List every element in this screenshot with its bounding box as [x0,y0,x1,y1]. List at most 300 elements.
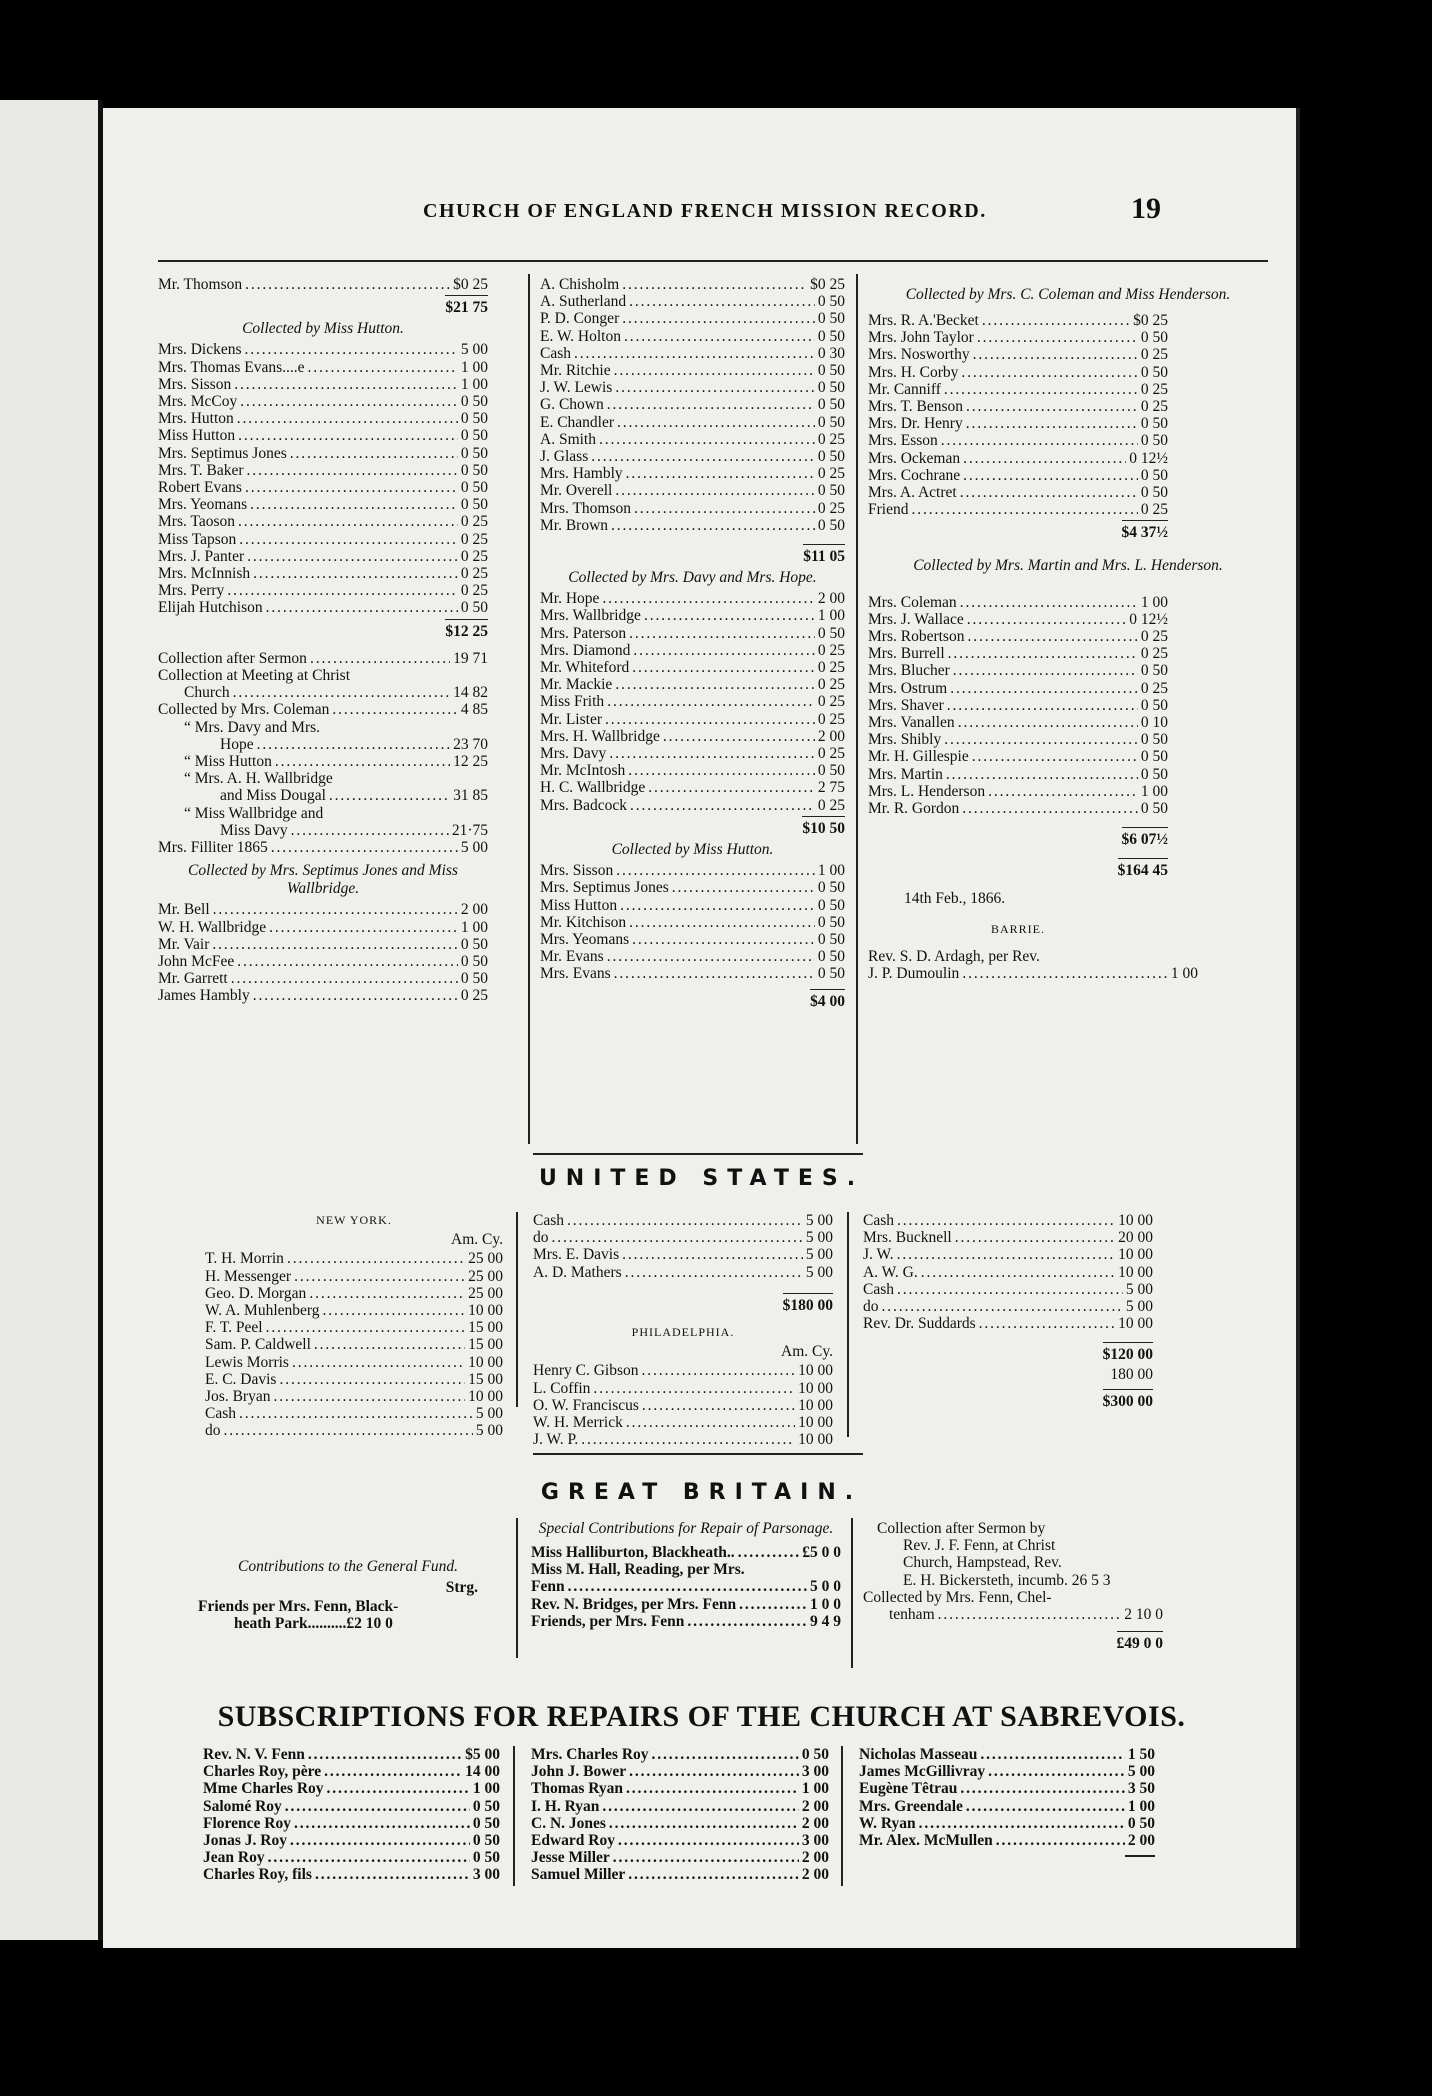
list-item [859,1746,1155,1763]
entry-amount: 5 0 0 [810,1578,841,1596]
entry-amount: 10 00 [798,1431,833,1449]
entry-amount: 0 25 [1140,679,1168,697]
entry-amount: 2 00 [817,727,845,745]
leader-dots [294,1268,465,1285]
leader-dots [240,393,458,410]
list-item [533,1229,833,1246]
entry-amount: 0 50 [1140,731,1168,749]
entry-name: P. D. Conger [540,310,620,328]
list-item [540,293,845,310]
entry-name: Mrs. Thomson [540,499,632,517]
entry-amount: 0 50 [817,310,845,328]
list-item [531,1780,829,1797]
list-item [540,965,845,982]
entry-amount: 0 50 [460,952,488,970]
list-item [868,415,1168,432]
leader-dots [323,1302,466,1319]
list-item [540,897,845,914]
leader-dots [266,1319,466,1336]
list-item [205,1405,503,1422]
list-item [205,1250,503,1267]
us-rule-2 [847,1212,849,1437]
list-item [868,965,1198,982]
entry-amount: 5 00 [1125,1298,1153,1316]
entry-name: J. W. Lewis [540,379,613,397]
entry-amount: 1 00 [460,358,488,376]
entry-amount: 15 00 [468,1370,503,1388]
gb-general-fund-heading: Contributions to the General Fund. [237,1558,458,1575]
entry-name: Mrs. Septimus Jones [158,444,287,462]
entry-amount: 10 00 [798,1362,833,1380]
list-item [158,667,488,684]
list-item [158,548,488,565]
entry-amount: 20 00 [1118,1229,1153,1247]
leader-dots [613,1849,799,1866]
list-item [863,1212,1153,1229]
leader-dots [327,1780,470,1797]
entry-amount: 0 50 [817,624,845,642]
entry-amount: 0 50 [460,427,488,445]
leader-dots [245,341,458,358]
leader-dots [961,364,1137,381]
list-item [531,1578,841,1595]
entry-name: Mr. Bell [158,901,210,919]
entry-amount: 0 50 [460,496,488,514]
list-item [540,414,845,431]
entry-amount: 5 00 [1125,1280,1153,1298]
entry-name: Samuel Miller [531,1866,626,1884]
entry-name: Mrs. Burrell [868,645,945,663]
entry-name: “ Mrs. A. H. Wallbridge [184,770,333,788]
entry-name: Mrs. Dickens [158,341,242,359]
us-right-total-2: 180 00 [1110,1365,1153,1383]
entry-amount: 0 12½ [1129,610,1168,628]
entry-name: Mr. Ritchie [540,362,611,380]
section-rule-2 [533,1453,863,1455]
leader-dots [247,462,458,479]
list-item [540,345,845,362]
list-item [859,1832,1155,1849]
entry-name: Mr. Alex. McMullen [859,1832,993,1850]
list-item [868,645,1168,662]
gb-left-line-2: heath Park..........£2 10 0 [234,1615,393,1633]
list-item [540,328,845,345]
entry-amount: 0 50 [1140,765,1168,783]
list-item [158,582,488,599]
list-item [540,797,845,814]
list-item [531,1596,841,1613]
entry-name: Miss Hutton [540,896,618,914]
leader-dots [607,396,815,413]
entry-amount: 5 00 [475,1405,503,1423]
entry-name: Mrs. Nosworthy [868,346,970,364]
us-right-total-3: $300 00 [863,1389,1153,1410]
list-item [868,312,1168,329]
col1-list-1 [158,276,488,293]
entry-name: Fenn [531,1578,565,1596]
list-item [540,931,845,948]
sab-rule-2 [841,1746,843,1886]
leader-dots [581,1431,795,1448]
entry-name: Miss M. Hall, Reading, per Mrs. [531,1561,745,1579]
entry-name: Eugène Têtrau [859,1780,958,1798]
leader-dots [634,500,815,517]
list-item [203,1832,500,1849]
leader-dots [620,897,815,914]
list-item [868,783,1168,800]
list-item [531,1832,829,1849]
entry-name: Mrs. Filliter 1865 [158,839,268,857]
list-item [540,728,845,745]
entry-name: Lewis Morris [205,1353,289,1371]
list-item [540,362,845,379]
entry-name: Mrs. L. Henderson [868,782,986,800]
ny-currency: Am. Cy. [451,1231,503,1249]
list-item [868,714,1168,731]
entry-amount: 10 00 [798,1396,833,1414]
leader-dots [615,482,815,499]
entry-amount: 9 4 9 [810,1612,841,1630]
list-item [158,736,488,753]
us-section-title: UNITED STATES. [538,1166,865,1191]
entry-name: J. W. [863,1246,894,1264]
entry-amount: 10 00 [798,1414,833,1432]
leader-dots [257,736,451,753]
entry-amount: 0 50 [817,362,845,380]
list-item [203,1866,500,1883]
leader-dots [973,346,1138,363]
leader-dots [614,965,815,982]
us-right-total-1: $120 00 [863,1342,1153,1363]
entry-name: Mr. H. Gillespie [868,748,969,766]
list-item [868,364,1168,381]
leader-dots [237,410,458,427]
entry-name: E. Chandler [540,413,615,431]
leader-dots [615,676,815,693]
entry-amount: 0 25 [817,693,845,711]
leader-dots [224,1422,473,1439]
col3-list-1 [868,312,1168,518]
sab-column-3 [859,1746,1155,1857]
leader-dots [290,445,458,462]
entry-amount: 1 0 0 [810,1595,841,1613]
entry-name: Mrs. Paterson [540,624,627,642]
entry-name: Mr. Thomson [158,276,243,293]
leader-dots [599,431,815,448]
leader-dots [629,293,815,310]
entry-name: Mrs. Vanallen [868,714,955,732]
barrie-heading: BARRIE. [990,921,1045,936]
gb-right-total: £49 0 0 [863,1631,1163,1652]
leader-dots [291,822,449,839]
entry-amount: 1 00 [1127,1797,1155,1815]
list-item [158,479,488,496]
entry-amount: 0 50 [817,482,845,500]
entry-name: Rev. Dr. Suddards [863,1315,976,1333]
list-item [868,800,1168,817]
leader-dots [233,684,450,701]
leader-dots [687,1613,807,1630]
entry-name: Mrs. Blucher [868,662,950,680]
entry-name: Mrs. T. Baker [158,461,244,479]
gb-column-2 [531,1520,841,1630]
entry-name: Mrs. Shibly [868,731,942,749]
col3-total-1: $4 37½ [868,520,1168,541]
entry-amount: 21·75 [451,821,488,839]
entry-amount: 2 00 [801,1797,829,1815]
entry-name: Mrs. Badcock [540,796,627,814]
entry-name: Elijah Hutchison [158,599,263,617]
list-item [868,948,1198,965]
list-item [540,914,845,931]
leader-dots [266,599,458,616]
entry-amount: 25 00 [468,1267,503,1285]
list-item [540,431,845,448]
list-item [158,787,488,804]
list-item [540,676,845,693]
col3-heading-1: Collected by Mrs. C. Coleman and Miss Henderson. [905,286,1231,303]
sab-rule-1 [513,1746,515,1886]
list-item [158,719,488,736]
entry-name: Jean Roy [203,1849,265,1867]
gb-right-line-5: Collected by Mrs. Fenn, Chel- [863,1588,1052,1606]
entry-amount: 0 25 [1140,398,1168,416]
entry-name: Miss Hutton [158,427,236,445]
col3-heading-2: Collected by Mrs. Martin and Mrs. L. Henderson. [913,556,1223,574]
col1-list-2 [158,341,488,616]
leader-dots [944,381,1138,398]
leader-dots [310,650,450,667]
entry-amount: 0 50 [817,293,845,311]
leader-dots [314,1336,465,1353]
entry-amount: 5 00 [1127,1763,1155,1781]
leader-dots [268,1849,470,1866]
entry-amount: 10 00 [1118,1263,1153,1281]
list-item [533,1264,833,1281]
list-item [540,590,845,607]
list-item [868,766,1168,783]
leader-dots [628,1866,799,1883]
list-item [868,432,1168,449]
entry-amount: 0 50 [460,599,488,617]
phil-currency: Am. Cy. [781,1343,833,1361]
leader-dots [593,1380,795,1397]
leader-dots [315,1866,470,1883]
entry-amount: 0 50 [472,1849,500,1867]
list-item [158,953,488,970]
entry-name: Mrs. Shaver [868,696,944,714]
list-item [540,693,845,710]
entry-name: Edward Roy [531,1832,615,1850]
entry-name: Charles Roy, fils [203,1866,312,1884]
entry-amount: 2 00 [460,901,488,919]
us-right-list [863,1212,1153,1332]
leader-dots [641,1362,795,1379]
gb-right-line-4: E. H. Bickersteth, incumb. 26 5 3 [903,1571,1111,1589]
list-item [158,650,488,667]
entry-amount: 0 50 [817,879,845,897]
column-2 [540,276,845,1012]
list-item [531,1798,829,1815]
leader-dots [626,1780,799,1797]
entry-amount: 1 00 [460,375,488,393]
sab-list-1 [203,1746,500,1884]
leader-dots [955,1229,1115,1246]
entry-amount: 0 25 [460,530,488,548]
list-item [531,1613,841,1630]
entry-amount: 4 85 [460,701,488,719]
entry-name: J. W. P. [533,1431,579,1449]
entry-amount: 0 50 [817,413,845,431]
entry-amount: 0 50 [1140,415,1168,433]
entry-name: Mr. McIntosh [540,762,626,780]
list-item [868,467,1168,484]
list-item [158,805,488,822]
leader-dots [238,513,458,530]
col2-heading-1: Collected by Mrs. Davy and Mrs. Hope. [568,569,817,587]
entry-amount: 0 50 [1140,800,1168,818]
list-item [158,410,488,427]
list-item [540,879,845,896]
entry-name: Collection at Meeting at Christ [158,667,350,685]
leader-dots [609,745,815,762]
list-item [540,625,845,642]
entry-name: James McGillivray [859,1763,986,1781]
leader-dots [967,611,1127,628]
list-item [203,1763,500,1780]
list-item [158,393,488,410]
entry-name: Mrs. Septimus Jones [540,879,669,897]
list-item [158,839,488,856]
entry-amount: 0 25 [460,513,488,531]
leader-dots [642,1397,795,1414]
entry-name: John McFee [158,952,235,970]
list-item [540,465,845,482]
col2-total-1: $11 05 [540,544,845,565]
leader-dots [602,590,814,607]
leader-dots [605,711,815,728]
entry-amount: 25 00 [468,1250,503,1268]
list-item [205,1285,503,1302]
gb-rule-2 [851,1518,853,1668]
list-item [531,1561,841,1578]
entry-name: A. D. Mathers [533,1263,622,1281]
list-item [158,770,488,787]
section-rule-1 [533,1153,863,1155]
entry-name: Mrs. A. Actret [868,484,957,502]
gb-strg-label: Strg. [445,1579,478,1596]
leader-dots [329,787,450,804]
leader-dots [644,607,815,624]
entry-name: Mr. R. Gordon [868,800,960,818]
entry-name: Mr. Lister [540,710,602,728]
list-item [203,1849,500,1866]
gb-right-line-1: Collection after Sermon by [877,1520,1046,1537]
column-rule-1 [528,274,530,1144]
list-item [540,659,845,676]
entry-amount: 0 50 [1140,484,1168,502]
list-item [158,376,488,393]
col1-heading-2: Collected by Mrs. Septimus Jones and Miss Wallbridge. [188,862,458,898]
sab-end-rule [1125,1855,1155,1857]
entry-amount: 5 00 [460,341,488,359]
entry-name: Cash [863,1212,894,1229]
entry-name: Mrs. Sisson [158,375,232,393]
list-item [158,359,488,376]
leader-dots [227,582,458,599]
entry-name: Nicholas Masseau [859,1746,978,1763]
leader-dots [960,594,1138,611]
entry-name: Cash [205,1405,236,1423]
entry-name: Mrs. R. A.'Becket [868,312,979,329]
entry-name: Jos. Bryan [205,1388,271,1406]
leader-dots [966,415,1138,432]
entry-amount: 0 50 [817,396,845,414]
col2-heading-2: Collected by Miss Hutton. [611,841,774,859]
col1-total-2: $12 25 [158,619,488,640]
entry-amount: 0 50 [817,448,845,466]
list-item [868,697,1168,714]
leader-dots [953,662,1138,679]
gb-left-line-1: Friends per Mrs. Fenn, Black- [198,1598,399,1616]
leader-dots [234,376,458,393]
col2-total-3: $4 00 [540,989,845,1010]
list-item [868,381,1168,398]
entry-name: do [863,1298,879,1316]
list-item [205,1336,503,1353]
col2-total-2: $10 50 [540,816,845,837]
entry-name: Mrs. Evans [540,965,611,983]
entry-amount: 0 50 [1140,432,1168,450]
entry-name: I. H. Ryan [531,1797,600,1815]
list-item [205,1268,503,1285]
leader-dots [632,659,815,676]
entry-amount: 23 70 [453,735,488,753]
leader-dots [622,276,807,293]
leader-dots [947,697,1138,714]
leader-dots [958,714,1138,731]
entry-amount: 3 50 [1127,1780,1155,1798]
leader-dots [253,987,458,1004]
entry-name: John J. Bower [531,1763,627,1781]
entry-name: O. W. Franciscus [533,1396,639,1414]
list-item [868,329,1168,346]
gb-right-line-3: Church, Hampstead, Rev. [903,1554,1062,1572]
entry-amount: 0 50 [460,479,488,497]
list-item [863,1281,1153,1298]
list-item [158,701,488,718]
leader-dots [239,1405,473,1422]
list-item [868,450,1168,467]
entry-name: Mrs. Sisson [540,862,614,880]
entry-name: Mrs. E. Davis [533,1246,620,1264]
leader-dots [625,1264,803,1281]
list-item [158,970,488,987]
list-item [158,987,488,1004]
leader-dots [966,1798,1125,1815]
leader-dots [602,1798,799,1815]
us-rule-1 [516,1212,518,1407]
list-item [158,427,488,444]
list-item [205,1354,503,1371]
col3-grand-total: $164 45 [868,858,1168,879]
ny-list [205,1250,503,1439]
entry-name: Sam. P. Caldwell [205,1336,311,1354]
entry-name: Mrs. Davy [540,745,607,763]
entry-name: Jonas J. Roy [203,1832,287,1850]
entry-amount: 15 00 [468,1319,503,1337]
leader-dots [552,1229,803,1246]
